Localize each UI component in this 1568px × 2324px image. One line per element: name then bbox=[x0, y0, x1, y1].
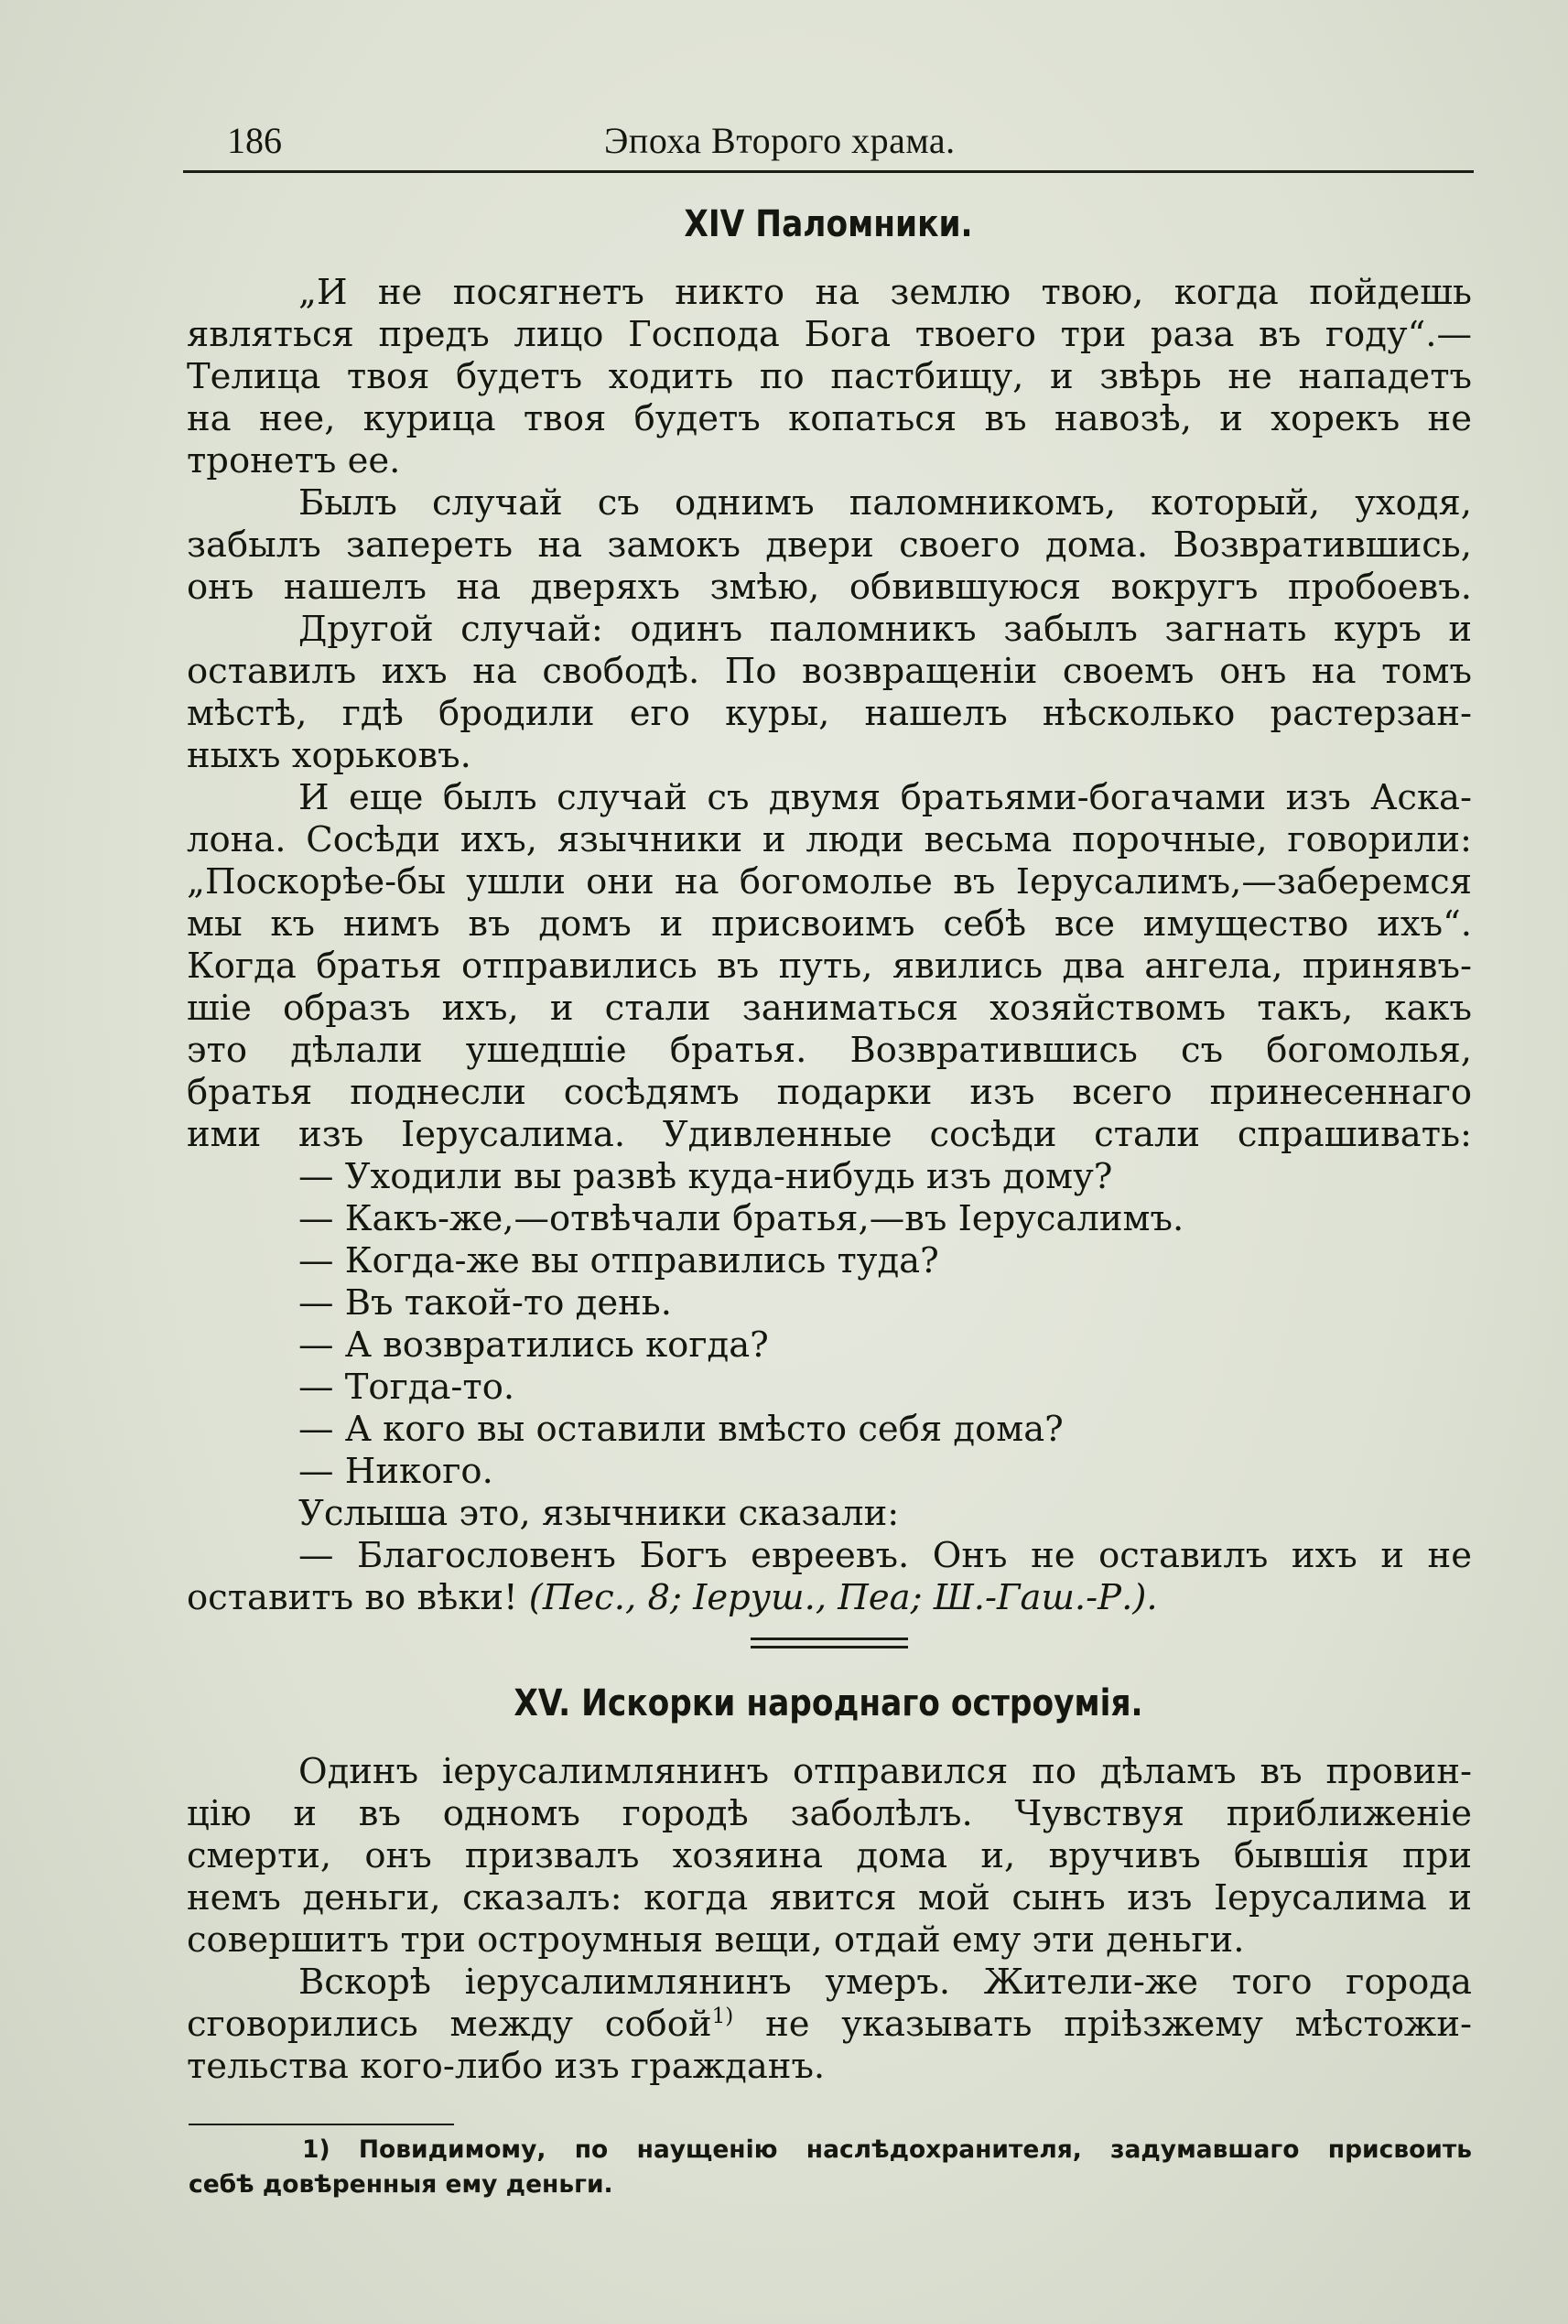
dialogue-line: — Какъ-же,—отвѣчали братья,—въ Іерусалимъ. bbox=[298, 1198, 1184, 1239]
text-line: цію и въ одномъ городѣ заболѣлъ. Чувствуя приближеніе bbox=[187, 1793, 1472, 1834]
footnote-marker: 1) bbox=[302, 2135, 330, 2164]
text-line: это дѣлали ушедшіе братья. Возвратившись съ богомолья, bbox=[187, 1030, 1472, 1071]
text-line: смерти, онъ призвалъ хозяина дома и, вручивъ бывшія при bbox=[187, 1835, 1472, 1876]
source-reference: (Пес., 8; Іеруш., Пеа; Ш.-Гаш.-Р.). bbox=[528, 1577, 1158, 1618]
text-line: Одинъ іерусалимлянинъ отправился по дѣламъ въ провин- bbox=[298, 1751, 1472, 1792]
text-line: Другой случай: одинъ паломникъ забылъ загнать куръ и bbox=[298, 609, 1472, 650]
section-divider bbox=[751, 1638, 908, 1648]
section-heading-xv: XV. Искорки народнаго остроумія. bbox=[514, 1682, 1143, 1724]
dialogue-line: — Въ такой-то день. bbox=[298, 1282, 672, 1324]
page-number: 186 bbox=[227, 120, 282, 161]
text-line: братья поднесли сосѣдямъ подарки изъ всего принесеннаго bbox=[187, 1072, 1472, 1113]
text-line: Когда братья отправились въ путь, явились два ангела, принявъ- bbox=[187, 946, 1472, 987]
text-line: тронетъ ее. bbox=[187, 440, 401, 481]
dialogue-line: — А кого вы оставили вмѣсто себя дома? bbox=[298, 1409, 1064, 1450]
closing-line bbox=[187, 1577, 1158, 1619]
running-head bbox=[183, 112, 1474, 167]
dialogue-line: — Благословенъ Богъ евреевъ. Онъ не оставилъ ихъ и не bbox=[298, 1535, 1472, 1576]
running-title: Эпоха Второго храма. bbox=[604, 120, 956, 161]
footnote-line bbox=[302, 2133, 1472, 2167]
text-fragment: сговорились между собой bbox=[187, 2004, 712, 2045]
text-line: оставилъ ихъ на свободѣ. По возвращеніи своемъ онъ на томъ bbox=[187, 651, 1472, 692]
section-heading-xiv: XIV Паломники. bbox=[684, 203, 973, 245]
footnote-line: себѣ довѣренныя ему деньги. bbox=[189, 2170, 613, 2199]
footnote-text: Повидимому, по наущенію наслѣдохранителя, задумавшаго присвоить bbox=[358, 2135, 1472, 2164]
text-line: ими изъ Іерусалима. Удивленные сосѣди стали спрашивать: bbox=[187, 1114, 1472, 1155]
dialogue-line: — Когда-же вы отправились туда? bbox=[298, 1240, 939, 1281]
text-line: ныхъ хорьковъ. bbox=[187, 735, 471, 776]
text-line-with-footnote bbox=[187, 2004, 1472, 2046]
dialogue-line: — Тогда-то. bbox=[298, 1367, 515, 1408]
text-line: Вскорѣ іерусалимлянинъ умеръ. Жители-же того города bbox=[298, 1962, 1472, 2003]
text-fragment: оставитъ во вѣки! bbox=[187, 1577, 518, 1618]
text-line: являться предъ лицо Господа Бога твоего три раза въ году“.— bbox=[187, 314, 1472, 355]
text-line: „И не посягнетъ никто на землю твою, когда пойдешь bbox=[298, 272, 1472, 313]
text-line: лона. Сосѣди ихъ, язычники и люди весьма порочные, говорили: bbox=[187, 819, 1472, 860]
text-line: Телица твоя будетъ ходить по пастбищу, и звѣрь не нападетъ bbox=[187, 356, 1472, 397]
text-line: совершитъ три остроумныя вещи, отдай ему эти деньги. bbox=[187, 1919, 1245, 1961]
dialogue-line: — Уходили вы развѣ куда-нибудь изъ дому? bbox=[298, 1156, 1113, 1197]
text-line: И еще былъ случай съ двумя братьями-богачами изъ Аска- bbox=[298, 777, 1472, 818]
text-line: забылъ запереть на замокъ двери своего дома. Возвратившись, bbox=[187, 524, 1472, 566]
text-fragment: не указывать пріѣзжему мѣстожи- bbox=[765, 2004, 1472, 2045]
text-line: Услыша это, язычники сказали: bbox=[298, 1493, 900, 1534]
text-line: Былъ случай съ однимъ паломникомъ, который, уходя, bbox=[298, 482, 1472, 524]
text-line: онъ нашелъ на дверяхъ змѣю, обвившуюся вокругъ пробоевъ. bbox=[187, 567, 1472, 608]
text-line: немъ деньги, сказалъ: когда явится мой сынъ изъ Іерусалима и bbox=[187, 1877, 1472, 1919]
text-line: „Поскорѣе-бы ушли они на богомолье въ Іерусалимъ,—заберемся bbox=[187, 861, 1472, 903]
text-line: на нее, курица твоя будетъ копаться въ навозѣ, и хорекъ не bbox=[187, 398, 1472, 439]
text-line: шіе образъ ихъ, и стали заниматься хозяйствомъ такъ, какъ bbox=[187, 988, 1472, 1029]
text-line: тельства кого-либо изъ гражданъ. bbox=[187, 2046, 826, 2087]
text-line: мы къ нимъ въ домъ и присвоимъ себѣ все имущество ихъ“. bbox=[187, 903, 1472, 945]
footnote-rule bbox=[189, 2124, 454, 2125]
dialogue-line: — Никого. bbox=[298, 1451, 493, 1492]
header-rule bbox=[183, 170, 1474, 173]
text-line: мѣстѣ, гдѣ бродили его куры, нашелъ нѣсколько растерзан- bbox=[187, 693, 1472, 734]
footnote-ref: 1) bbox=[711, 2005, 734, 2029]
dialogue-line: — А возвратились когда? bbox=[298, 1324, 769, 1366]
